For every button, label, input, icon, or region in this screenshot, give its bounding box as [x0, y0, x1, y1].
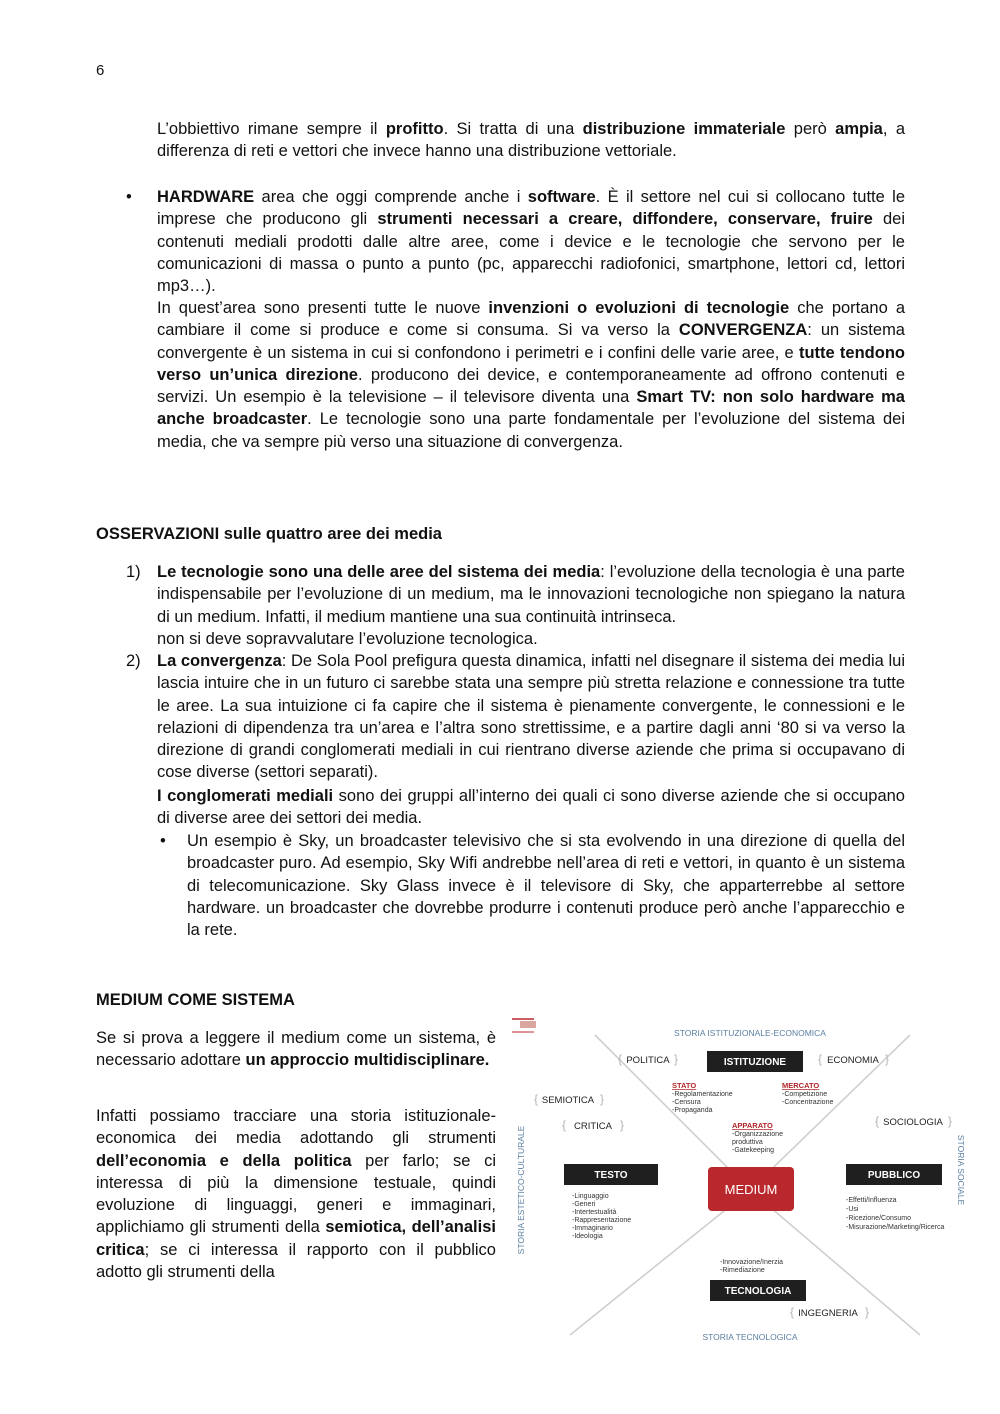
bold-run: strumenti necessari a creare, diffondere, conservare, fruire — [377, 210, 873, 229]
caption-bottom: STORIA TECNOLOGICA — [702, 1332, 798, 1342]
text-run: ; se ci interessa il rapporto con il pubblico adotto gli strumenti della — [96, 1240, 496, 1282]
diagram-list-item: -Intertestualità — [572, 1209, 617, 1216]
heading-osservazioni: OSSERVAZIONI sulle quattro aree dei media — [96, 525, 442, 543]
label-mercato: MERCATO — [782, 1081, 820, 1090]
svg-text:}: } — [600, 1092, 605, 1106]
bracket-sociologia — [875, 1114, 952, 1128]
svg-text:{: { — [818, 1052, 823, 1066]
text-run: Un esempio è Sky, un broadcaster televisivo che si sta evolvendo in una direzione di quella del broadcaster puro. Ad esempio, Sky Wifi andrebbe nell’area di reti e vettori, in quanto è un sistema di telecomunicazione. Sky Glass invece è il televisore di Sky, che apparterrebbe al settore hardware. — [187, 832, 905, 917]
svg-text:TECNOLOGIA: TECNOLOGIA — [724, 1286, 792, 1297]
list-number-2: 2) — [126, 652, 141, 670]
svg-text:PUBBLICO: PUBBLICO — [867, 1170, 921, 1181]
medium-system-diagram — [510, 1015, 970, 1355]
bold-run: Smart TV: non solo hardware ma anche broadcaster — [157, 388, 905, 429]
diagram-list-item: -Censura — [672, 1099, 701, 1106]
svg-text:SOCIOLOGIA: SOCIOLOGIA — [883, 1117, 943, 1128]
bold-run: distribuzione immateriale — [582, 120, 786, 138]
text-run: un broadcaster che dovrebbe produrre i contenuti produce però anche l’apparecchio e la rete. — [187, 898, 905, 940]
bold-run: un approccio multidisciplinare. — [245, 1051, 490, 1070]
text-run — [254, 188, 261, 206]
paragraph-approccio — [96, 1027, 496, 1072]
diagram-list-item: -Organizzazione — [732, 1131, 783, 1138]
svg-text:{: { — [875, 1114, 880, 1128]
svg-text:INGEGNERIA: INGEGNERIA — [798, 1308, 858, 1319]
svg-text:CRITICA: CRITICA — [574, 1121, 612, 1132]
text-run: : l’evoluzione della tecnologia è una parte indispensabile per l’evoluzione di un medium, ma le innovazioni tecnologiche non spiegano la natura di un medium. Infatti, il medium mantiene una sua continuità intrinseca. — [157, 563, 905, 626]
svg-text:POLITICA: POLITICA — [626, 1055, 670, 1066]
box-istituzione — [707, 1051, 803, 1072]
diagram-list-item: -Regolamentazione — [672, 1091, 733, 1098]
paragraph-hardware — [157, 186, 905, 297]
bold-run: semiotica, dell’analisi critica — [96, 1218, 496, 1259]
bold-run: La convergenza — [157, 652, 282, 670]
list-tecnologia — [720, 1259, 783, 1274]
center-medium — [708, 1167, 794, 1211]
caption-left: STORIA ESTETICO-CULTURALE — [516, 1125, 526, 1255]
diagram-list-item: -Competizione — [782, 1091, 828, 1098]
text-run: Se si prova a leggere il medium come un sistema, è necessario adottare — [96, 1029, 496, 1070]
text-run: L’obbiettivo rimane sempre il — [157, 120, 386, 138]
diagram-list-item: -Effetti/Influenza — [846, 1197, 897, 1204]
diagram-list-item: -Generi — [572, 1201, 596, 1208]
svg-text:}: } — [674, 1052, 679, 1066]
observation-1-conclusion — [157, 628, 905, 650]
bold-run: CONVERGENZA — [678, 321, 808, 340]
diagram-list-item: -Immaginario — [572, 1225, 613, 1232]
bracket-economia — [818, 1052, 889, 1066]
diagram-list-item: produttiva — [732, 1139, 763, 1146]
diagram-list-item: -Ricezione/Consumo — [846, 1215, 911, 1222]
text-run: sono dei gruppi all’interno dei quali ci sono diverse aziende che si occupano di diverse aree dei settori dei media. — [157, 787, 905, 828]
text-run: producono dei device, e contemporaneamente ad offrono contenuti e servizi. Un esempio è la televisione – il televisore diventa una — [157, 365, 906, 407]
bracket-critica — [562, 1118, 624, 1132]
text-run: : De Sola Pool prefigura questa dinamica, infatti nel disegnare il sistema dei media lui lascia intuire che in un futuro ci sarebbe stata una sempre più stretta relazione e connessione tra tutte le aree. La sua intuizione ci fa capire che il sistema è pienamente convergente, le connessioni e le relazioni di dipendenza tra un’area e l’altra sono strettissime, e a partire dagli anni ‘80 si va verso la direzione di grandi conglomerati mediali in cui rientrano diverse aziende che prima si occupavano di cose diverse (settori separati). — [157, 652, 905, 782]
text-run: , a differenza di reti e vettori che invece hanno una distribuzione vettoriale. — [157, 120, 905, 161]
bold-run: profitto — [385, 120, 444, 138]
bold-run: HARDWARE — [157, 188, 255, 206]
diagram-list-item: -Ideologia — [572, 1233, 603, 1240]
text-run: . È il settore nel cui si collocano tutte le imprese che producono gli — [157, 188, 906, 229]
list-stato — [672, 1091, 733, 1114]
text-run: dei contenuti mediali prodotti dalle altre aree, come i device e le tecnologie che servono per le comunicazioni di massa o punto a punto (pc, apparecchi radiofonici, smartphone, lettori cd, lettori mp3…). — [157, 210, 905, 296]
bold-run: Le tecnologie sono una delle aree del sistema dei media — [157, 563, 601, 581]
bullet-marker: • — [126, 188, 132, 206]
diagram-list-item: -Rappresentazione — [572, 1217, 632, 1224]
label-apparato: APPARATO — [732, 1121, 773, 1130]
diagram-list-item: -Usi — [846, 1206, 859, 1213]
bracket-semiotica — [534, 1092, 604, 1106]
svg-text:}: } — [865, 1305, 870, 1319]
list-mercato — [782, 1091, 833, 1106]
box-testo — [564, 1164, 658, 1185]
svg-text:}: } — [885, 1052, 890, 1066]
observation-2-conglomerati — [157, 785, 905, 830]
bracket-politica — [618, 1052, 678, 1066]
bold-run: ampia — [835, 120, 883, 138]
bold-run: tutte tendono verso un’unica direzione — [157, 343, 906, 384]
text-run: area che oggi comprende anche i — [261, 188, 528, 206]
bold-run: dell’economia e della politica — [96, 1151, 352, 1170]
list-pubblico — [846, 1197, 945, 1231]
diagram-list-item: -Concentrazione — [782, 1099, 834, 1106]
text-run: non si deve sopravvalutare l’evoluzione tecnologica. — [157, 630, 538, 648]
box-tecnologia — [710, 1280, 806, 1301]
svg-text:SEMIOTICA: SEMIOTICA — [541, 1095, 595, 1106]
text-run: : un sistema convergente è un sistema in cui si confondono i perimetri e i confini delle varie aree, e — [157, 321, 905, 362]
text-run: per farlo; se ci interessa di più la dimensione testuale, quindi evoluzione di linguaggi, generi e immaginari, applichiamo gli strumenti della — [96, 1151, 496, 1237]
text-run: che portano a cambiare il come si produce e come si consuma. Si va verso la — [157, 299, 905, 340]
svg-text:TESTO: TESTO — [594, 1170, 628, 1181]
text-run: In quest’area sono presenti tutte le nuove — [157, 299, 489, 317]
paragraph-storia — [96, 1105, 496, 1283]
svg-text:MEDIUM: MEDIUM — [724, 1182, 778, 1197]
observation-1 — [157, 561, 905, 628]
diagram-list-item: -Linguaggio — [572, 1193, 609, 1200]
label-stato: STATO — [672, 1081, 697, 1090]
heading-medium-come-sistema: MEDIUM COME SISTEMA — [96, 991, 295, 1009]
text-run: . Le tecnologie sono una parte fondamentale per l’evoluzione del sistema dei media, che va sempre più verso una situazione di convergenza. — [157, 410, 906, 451]
observation-2-sky-example — [187, 830, 905, 941]
bracket-ingegneria — [790, 1305, 869, 1319]
svg-text:{: { — [618, 1052, 623, 1066]
caption-right: STORIA SOCIALE — [956, 1134, 966, 1206]
text-run: . Si tratta di una — [443, 120, 583, 138]
logo-mark — [512, 1019, 536, 1032]
paragraph-convergenza — [157, 297, 905, 453]
svg-text:{: { — [562, 1118, 567, 1132]
paragraph-profitto — [157, 118, 905, 163]
bold-run: invenzioni o evoluzioni di tecnologie — [488, 299, 790, 317]
text-run: Infatti possiamo tracciare una storia istituzionale-economica dei media adottando gli strumenti — [96, 1107, 496, 1148]
svg-text:}: } — [620, 1118, 625, 1132]
page-number: 6 — [96, 62, 105, 79]
diagram-list-item: -Misurazione/Marketing/Ricerca — [846, 1224, 945, 1231]
diagram-list-item: -Gatekeeping — [732, 1147, 775, 1154]
svg-text:{: { — [790, 1305, 795, 1319]
svg-text:}: } — [948, 1114, 953, 1128]
diagram-list-item: -Rimediazione — [720, 1267, 765, 1274]
text-run: però — [785, 120, 836, 138]
svg-text:{: { — [534, 1092, 539, 1106]
box-pubblico — [846, 1164, 942, 1185]
sub-bullet-marker: • — [160, 832, 166, 850]
svg-text:ISTITUZIONE: ISTITUZIONE — [723, 1057, 787, 1068]
caption-top: STORIA ISTITUZIONALE-ECONOMICA — [674, 1028, 826, 1038]
diagram-list-item: -Propaganda — [672, 1107, 713, 1114]
text-run: . — [357, 365, 371, 384]
observation-2 — [157, 650, 905, 784]
diagram-list-item: -Innovazione/Inerzia — [720, 1259, 784, 1266]
svg-text:ECONOMIA: ECONOMIA — [827, 1055, 879, 1066]
list-testo — [572, 1193, 631, 1240]
list-apparato — [732, 1131, 783, 1154]
bold-run: I conglomerati mediali — [157, 787, 334, 805]
bold-run: software — [527, 188, 596, 206]
list-number-1: 1) — [126, 563, 141, 581]
